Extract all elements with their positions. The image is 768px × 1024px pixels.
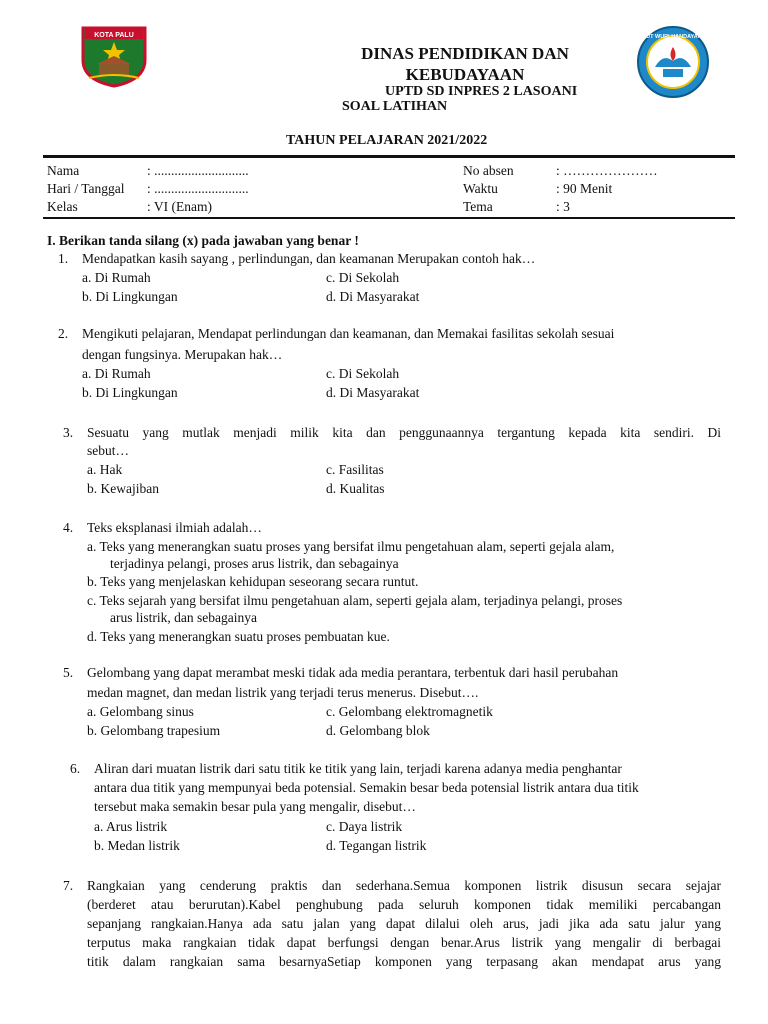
waktu-label: Waktu: [463, 181, 498, 196]
option-b: b. Di Lingkungan: [82, 385, 178, 400]
option-a: a. Hak: [87, 462, 123, 477]
option-c: c. Fasilitas: [326, 462, 384, 477]
question-text: terputus maka rangkaian tidak dapat berfungsi dengan benar.Arus listrik yang mengalir di berbagai: [87, 935, 721, 950]
question-text: titik dalam rangkaian sama besarnyaSetiap komponen yang terpasang akan mendapat arus yang: [87, 954, 721, 969]
question-text: sepanjang rangkaian.Hanya ada satu jalan yang dapat dilalui oleh arus, jadi jika ada satu jalur yang: [87, 916, 721, 931]
question-text: Mendapatkan kasih sayang , perlindungan, dan keamanan Merupakan contoh hak…: [82, 251, 536, 266]
nama-value: : ............................: [147, 163, 249, 178]
section-title: I. Berikan tanda silang (x) pada jawaban yang benar !: [47, 233, 359, 248]
option-d: d. Tegangan listrik: [326, 838, 427, 853]
option-c: c. Di Sekolah: [326, 366, 400, 381]
question-number: 4.: [63, 520, 74, 535]
absen-value: : …………………: [556, 163, 658, 178]
question-number: 1.: [58, 251, 69, 266]
question-number: 5.: [63, 665, 74, 680]
school-name: UPTD SD INPRES 2 LASOANI: [385, 84, 578, 99]
kelas-label: Kelas: [47, 199, 78, 214]
option-a: a. Arus listrik: [94, 819, 168, 834]
question-number: 2.: [58, 326, 69, 341]
question-text: Teks eksplanasi ilmiah adalah…: [87, 520, 262, 535]
org-name-line1: DINAS PENDIDIKAN DAN: [361, 44, 569, 63]
nama-label: Nama: [47, 163, 80, 178]
question-text: sebut…: [87, 443, 129, 458]
question-text: Gelombang yang dapat merambat meski tidak ada media perantara, terbentuk dari hasil perubahan: [87, 665, 619, 680]
option-a: a. Di Rumah: [82, 270, 151, 285]
option-d: d. Kualitas: [326, 481, 385, 496]
option-d: d. Gelombang blok: [326, 723, 430, 738]
header-divider: [43, 155, 735, 158]
question-text: Mengikuti pelajaran, Mendapat perlindungan dan keamanan, dan Memakai fasilitas sekolah sesuai: [82, 326, 615, 341]
question-text: Rangkaian yang cenderung praktis dan sederhana.Semua komponen listrik disusun secara sejajar: [87, 878, 721, 893]
option-b: b. Kewajiban: [87, 481, 159, 496]
option-a: a. Di Rumah: [82, 366, 151, 381]
option-d: d. Di Masyarakat: [326, 289, 420, 304]
logo-left-text: KOTA PALU: [94, 32, 134, 39]
option-c: c. Di Sekolah: [326, 270, 400, 285]
absen-label: No absen: [463, 163, 514, 178]
hari-label: Hari / Tanggal: [47, 181, 125, 196]
option-b: b. Di Lingkungan: [82, 289, 178, 304]
question-text: tersebut maka semakin besar pula yang mengalir, disebut…: [94, 799, 416, 814]
question-number: 3.: [63, 425, 74, 440]
question-number: 7.: [63, 878, 74, 893]
kota-palu-logo: [79, 24, 149, 88]
document-type: SOAL LATIHAN: [342, 99, 448, 114]
question-text: medan magnet, dan medan listrik yang terjadi terus menerus. Disebut….: [87, 685, 479, 700]
question-text: (berderet atau berurutan).Kabel penghubung pada seluruh komponen tidak memiliki percabangan: [87, 897, 721, 912]
kelas-value: : VI (Enam): [147, 199, 212, 214]
question-text: dengan fungsinya. Merupakan hak…: [82, 347, 283, 362]
option-c: c. Teks sejarah yang bersifat ilmu pengetahuan alam, seperti gejala alam, terjadinya pelangi, proses: [87, 593, 623, 608]
option-b: b. Medan listrik: [94, 838, 180, 853]
option-c: c. Daya listrik: [326, 819, 403, 834]
option-c-continued: arus listrik, dan sebagainya: [110, 610, 257, 625]
question-text: Aliran dari muatan listrik dari satu titik ke titik yang lain, terjadi karena adanya media penghantar: [94, 761, 622, 776]
option-a-continued: terjadinya pelangi, proses arus listrik, dan sebagainya: [110, 556, 399, 571]
school-year: TAHUN PELAJARAN 2021/2022: [286, 133, 488, 148]
question-text: antara dua titik yang mempunyai beda potensial. Semakin besar beda potensial listrik antara dua titik: [94, 780, 639, 795]
question-text: Sesuatu yang mutlak menjadi milik kita dan penggunaannya tergantung kepada kita sendiri. Di: [87, 425, 721, 440]
option-a: a. Teks yang menerangkan suatu proses yang bersifat ilmu pengetahuan alam, seperti gejala alam,: [87, 539, 615, 554]
tema-value: : 3: [556, 199, 570, 214]
tema-label: Tema: [463, 199, 493, 214]
org-name-line2: KEBUDAYAAN: [405, 65, 525, 84]
option-c: c. Gelombang elektromagnetik: [326, 704, 493, 719]
option-a: a. Gelombang sinus: [87, 704, 194, 719]
info-divider: [43, 217, 735, 219]
hari-value: : ............................: [147, 181, 249, 196]
question-number: 6.: [70, 761, 81, 776]
waktu-value: : 90 Menit: [556, 181, 613, 196]
option-b: b. Gelombang trapesium: [87, 723, 221, 738]
option-b: b. Teks yang menjelaskan kehidupan seseorang secara runtut.: [87, 574, 419, 589]
option-d: d. Di Masyarakat: [326, 385, 420, 400]
option-d: d. Teks yang menerangkan suatu proses pembuatan kue.: [87, 629, 390, 644]
logo-right-text: TUT WURI HANDAYANI: [642, 34, 704, 40]
